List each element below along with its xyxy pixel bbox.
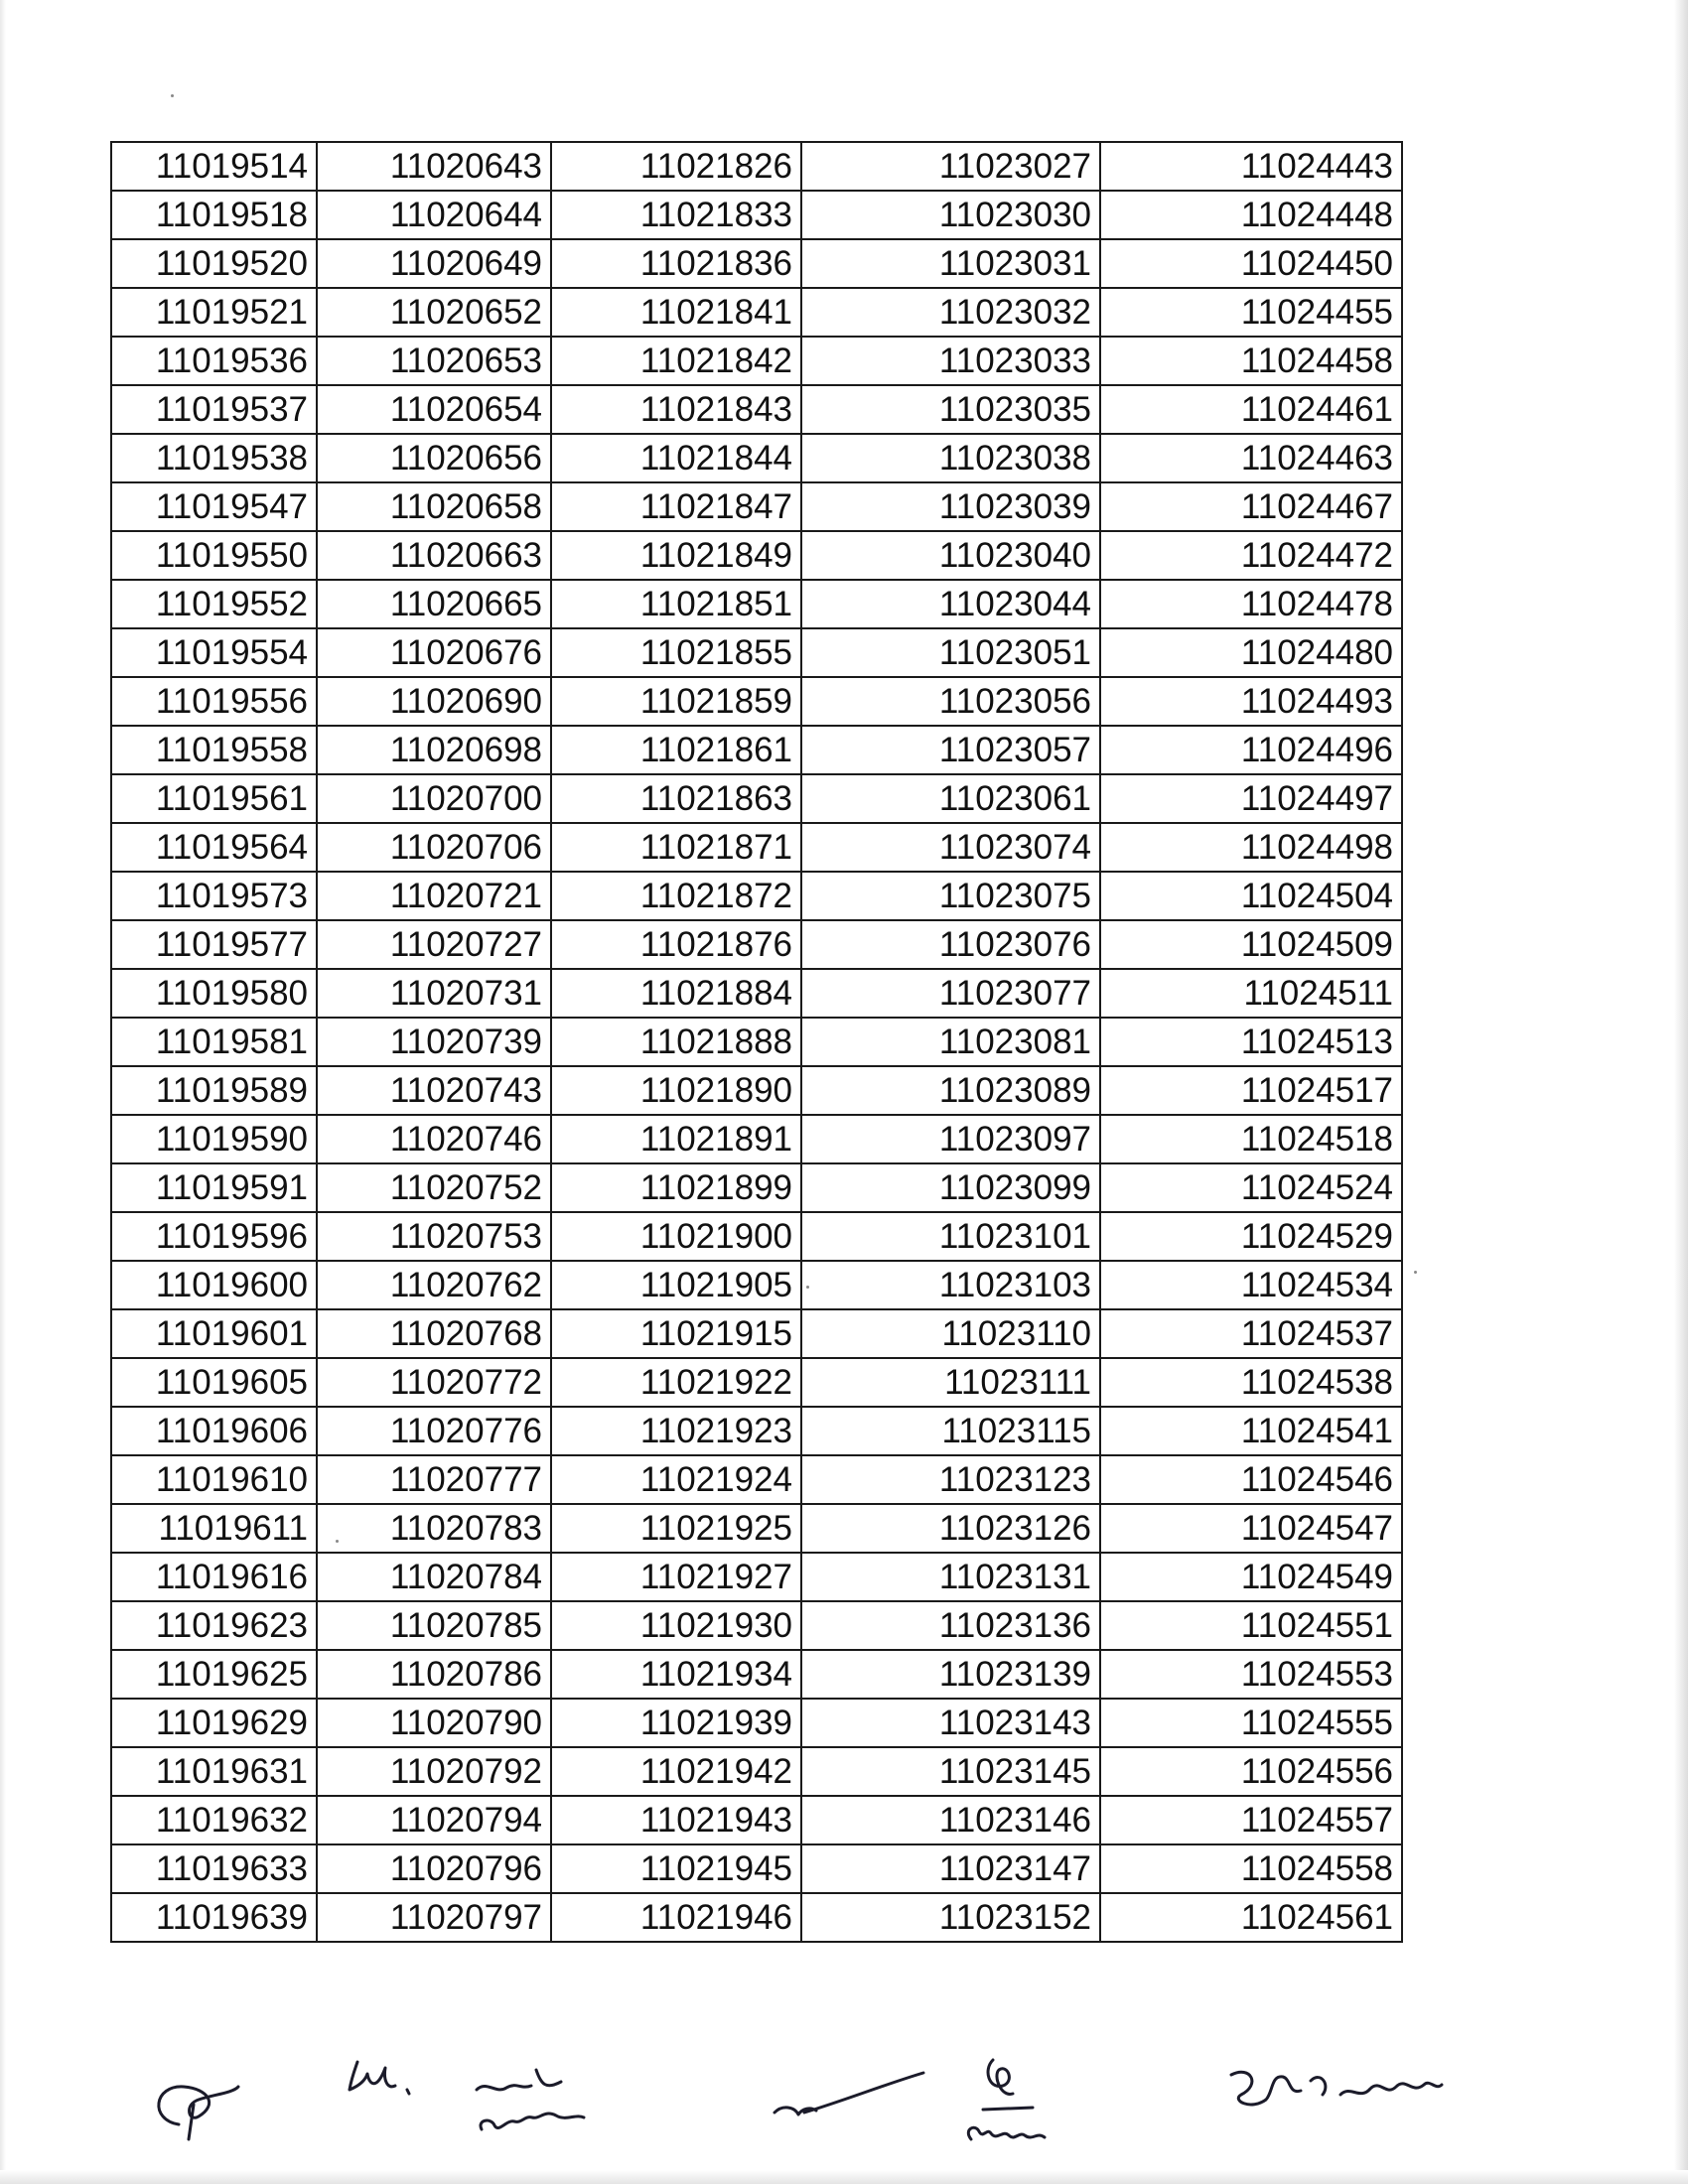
table-row bbox=[111, 434, 1402, 482]
id-cell: 11021836 bbox=[551, 239, 801, 288]
id-cell: 11019552 bbox=[111, 580, 317, 628]
id-cell: 11020654 bbox=[317, 385, 551, 434]
id-cell: 11019601 bbox=[111, 1309, 317, 1358]
table-row bbox=[111, 1261, 1402, 1309]
id-cell: 11023033 bbox=[801, 337, 1100, 385]
id-cell: 11020746 bbox=[317, 1115, 551, 1163]
id-cell: 11019577 bbox=[111, 920, 317, 969]
id-cell: 11023027 bbox=[801, 142, 1100, 191]
id-cell: 11023152 bbox=[801, 1893, 1100, 1942]
id-cell: 11023099 bbox=[801, 1163, 1100, 1212]
id-cell: 11023145 bbox=[801, 1747, 1100, 1796]
id-cell: 11023031 bbox=[801, 239, 1100, 288]
id-cell: 11023139 bbox=[801, 1650, 1100, 1699]
id-cell: 11021905 bbox=[551, 1261, 801, 1309]
id-cell: 11020721 bbox=[317, 872, 551, 920]
id-cell: 11024498 bbox=[1100, 823, 1402, 872]
id-cell: 11020643 bbox=[317, 142, 551, 191]
id-cell: 11021930 bbox=[551, 1601, 801, 1650]
table-row bbox=[111, 1066, 1402, 1115]
id-cell: 11019538 bbox=[111, 434, 317, 482]
id-cell: 11019558 bbox=[111, 726, 317, 774]
id-cell: 11019591 bbox=[111, 1163, 317, 1212]
id-cell: 11023039 bbox=[801, 482, 1100, 531]
table-row bbox=[111, 1163, 1402, 1212]
id-cell: 11019520 bbox=[111, 239, 317, 288]
scan-shadow-right bbox=[1674, 0, 1688, 2184]
id-cell: 11020776 bbox=[317, 1407, 551, 1455]
table-row bbox=[111, 337, 1402, 385]
id-cell: 11021927 bbox=[551, 1553, 801, 1601]
table-row bbox=[111, 1601, 1402, 1650]
id-cell: 11023061 bbox=[801, 774, 1100, 823]
id-cell: 11021849 bbox=[551, 531, 801, 580]
id-cell: 11024538 bbox=[1100, 1358, 1402, 1407]
table-row bbox=[111, 288, 1402, 337]
table-row bbox=[111, 1796, 1402, 1844]
id-cell: 11020653 bbox=[317, 337, 551, 385]
id-cell: 11024513 bbox=[1100, 1018, 1402, 1066]
id-cell: 11024547 bbox=[1100, 1504, 1402, 1553]
table-row bbox=[111, 872, 1402, 920]
id-cell: 11021842 bbox=[551, 337, 801, 385]
id-cell: 11023077 bbox=[801, 969, 1100, 1018]
table-row bbox=[111, 1358, 1402, 1407]
id-cell: 11021884 bbox=[551, 969, 801, 1018]
table-row bbox=[111, 1699, 1402, 1747]
signature-4 bbox=[765, 2065, 933, 2134]
id-cell: 11020772 bbox=[317, 1358, 551, 1407]
id-cell: 11021851 bbox=[551, 580, 801, 628]
id-cell: 11023081 bbox=[801, 1018, 1100, 1066]
table-row bbox=[111, 239, 1402, 288]
id-cell: 11020649 bbox=[317, 239, 551, 288]
id-cell: 11023076 bbox=[801, 920, 1100, 969]
id-cell: 11019623 bbox=[111, 1601, 317, 1650]
id-cell: 11021900 bbox=[551, 1212, 801, 1261]
id-cell: 11021855 bbox=[551, 628, 801, 677]
id-cell: 11023103 bbox=[801, 1261, 1100, 1309]
table-row bbox=[111, 726, 1402, 774]
id-cell: 11019518 bbox=[111, 191, 317, 239]
id-cell: 11020792 bbox=[317, 1747, 551, 1796]
id-cell: 11023097 bbox=[801, 1115, 1100, 1163]
table-row bbox=[111, 1115, 1402, 1163]
id-cell: 11023123 bbox=[801, 1455, 1100, 1504]
id-cell: 11021943 bbox=[551, 1796, 801, 1844]
id-cell: 11023075 bbox=[801, 872, 1100, 920]
id-cell: 11019564 bbox=[111, 823, 317, 872]
id-cell: 11024537 bbox=[1100, 1309, 1402, 1358]
signature-6 bbox=[1211, 2045, 1450, 2144]
id-cell: 11024549 bbox=[1100, 1553, 1402, 1601]
id-cell: 11021939 bbox=[551, 1699, 801, 1747]
id-cell: 11019600 bbox=[111, 1261, 317, 1309]
id-cell: 11024443 bbox=[1100, 142, 1402, 191]
signature-2 bbox=[338, 2050, 427, 2129]
id-cell: 11023074 bbox=[801, 823, 1100, 872]
id-cell: 11020644 bbox=[317, 191, 551, 239]
id-cell: 11020762 bbox=[317, 1261, 551, 1309]
id-cell: 11024458 bbox=[1100, 337, 1402, 385]
table-row bbox=[111, 1747, 1402, 1796]
id-cell: 11021924 bbox=[551, 1455, 801, 1504]
id-cell: 11021888 bbox=[551, 1018, 801, 1066]
id-cell: 11019550 bbox=[111, 531, 317, 580]
id-cell: 11021922 bbox=[551, 1358, 801, 1407]
id-cell: 11020777 bbox=[317, 1455, 551, 1504]
id-cell: 11023057 bbox=[801, 726, 1100, 774]
id-cell: 11019514 bbox=[111, 142, 317, 191]
id-cell: 11020753 bbox=[317, 1212, 551, 1261]
id-cell: 11021859 bbox=[551, 677, 801, 726]
id-cell: 11020706 bbox=[317, 823, 551, 872]
id-cell: 11021833 bbox=[551, 191, 801, 239]
id-cell: 11023030 bbox=[801, 191, 1100, 239]
id-cell: 11020790 bbox=[317, 1699, 551, 1747]
id-cell: 11021826 bbox=[551, 142, 801, 191]
id-cell: 11020783 bbox=[317, 1504, 551, 1553]
id-cell: 11024478 bbox=[1100, 580, 1402, 628]
id-cell: 11024511 bbox=[1100, 969, 1402, 1018]
id-cell: 11023035 bbox=[801, 385, 1100, 434]
id-cell: 11019625 bbox=[111, 1650, 317, 1699]
id-cell: 11024557 bbox=[1100, 1796, 1402, 1844]
id-cell: 11021876 bbox=[551, 920, 801, 969]
id-cell: 11020796 bbox=[317, 1844, 551, 1893]
id-cell: 11019580 bbox=[111, 969, 317, 1018]
id-cell: 11019590 bbox=[111, 1115, 317, 1163]
id-cell: 11020700 bbox=[317, 774, 551, 823]
id-cell: 11023131 bbox=[801, 1553, 1100, 1601]
id-cell: 11021934 bbox=[551, 1650, 801, 1699]
signature-5 bbox=[953, 2040, 1072, 2149]
table-row bbox=[111, 482, 1402, 531]
id-cell: 11023101 bbox=[801, 1212, 1100, 1261]
table-row bbox=[111, 677, 1402, 726]
id-cell: 11021925 bbox=[551, 1504, 801, 1553]
id-cell: 11023040 bbox=[801, 531, 1100, 580]
id-cell: 11020794 bbox=[317, 1796, 551, 1844]
id-cell: 11020727 bbox=[317, 920, 551, 969]
id-cell: 11019596 bbox=[111, 1212, 317, 1261]
table-row bbox=[111, 1407, 1402, 1455]
id-cell: 11024509 bbox=[1100, 920, 1402, 969]
id-cell: 11019639 bbox=[111, 1893, 317, 1942]
id-cell: 11021899 bbox=[551, 1163, 801, 1212]
id-cell: 11020743 bbox=[317, 1066, 551, 1115]
id-cell: 11024551 bbox=[1100, 1601, 1402, 1650]
id-cell: 11020785 bbox=[317, 1601, 551, 1650]
id-cell: 11024497 bbox=[1100, 774, 1402, 823]
id-cell: 11019573 bbox=[111, 872, 317, 920]
id-cell: 11019610 bbox=[111, 1455, 317, 1504]
id-cell: 11020784 bbox=[317, 1553, 551, 1601]
id-cell: 11019521 bbox=[111, 288, 317, 337]
id-cell: 11021841 bbox=[551, 288, 801, 337]
id-table-body bbox=[111, 142, 1402, 1942]
id-cell: 11024556 bbox=[1100, 1747, 1402, 1796]
table-row bbox=[111, 628, 1402, 677]
id-cell: 11021843 bbox=[551, 385, 801, 434]
table-row bbox=[111, 823, 1402, 872]
id-cell: 11021861 bbox=[551, 726, 801, 774]
id-cell: 11019589 bbox=[111, 1066, 317, 1115]
id-cell: 11020786 bbox=[317, 1650, 551, 1699]
id-cell: 11023089 bbox=[801, 1066, 1100, 1115]
id-cell: 11020768 bbox=[317, 1309, 551, 1358]
id-cell: 11024541 bbox=[1100, 1407, 1402, 1455]
table-row bbox=[111, 1212, 1402, 1261]
id-cell: 11020676 bbox=[317, 628, 551, 677]
id-cell: 11024555 bbox=[1100, 1699, 1402, 1747]
id-cell: 11021890 bbox=[551, 1066, 801, 1115]
id-cell: 11024496 bbox=[1100, 726, 1402, 774]
id-cell: 11023044 bbox=[801, 580, 1100, 628]
table-row bbox=[111, 531, 1402, 580]
id-cell: 11023126 bbox=[801, 1504, 1100, 1553]
id-cell: 11024504 bbox=[1100, 872, 1402, 920]
id-cell: 11019611 bbox=[111, 1504, 317, 1553]
id-cell: 11021863 bbox=[551, 774, 801, 823]
id-cell: 11021891 bbox=[551, 1115, 801, 1163]
id-cell: 11021942 bbox=[551, 1747, 801, 1796]
id-cell: 11024448 bbox=[1100, 191, 1402, 239]
table-row bbox=[111, 385, 1402, 434]
id-cell: 11024561 bbox=[1100, 1893, 1402, 1942]
id-cell: 11024518 bbox=[1100, 1115, 1402, 1163]
id-cell: 11021923 bbox=[551, 1407, 801, 1455]
id-cell: 11024493 bbox=[1100, 677, 1402, 726]
id-cell: 11019605 bbox=[111, 1358, 317, 1407]
id-cell: 11024450 bbox=[1100, 239, 1402, 288]
id-cell: 11024480 bbox=[1100, 628, 1402, 677]
id-cell: 11023115 bbox=[801, 1407, 1100, 1455]
table-row bbox=[111, 969, 1402, 1018]
table-row bbox=[111, 1844, 1402, 1893]
id-cell: 11019633 bbox=[111, 1844, 317, 1893]
id-cell: 11023032 bbox=[801, 288, 1100, 337]
table-row bbox=[111, 774, 1402, 823]
id-cell: 11019556 bbox=[111, 677, 317, 726]
id-cell: 11020739 bbox=[317, 1018, 551, 1066]
id-cell: 11020656 bbox=[317, 434, 551, 482]
id-cell: 11019554 bbox=[111, 628, 317, 677]
id-cell: 11019632 bbox=[111, 1796, 317, 1844]
scan-shadow-left bbox=[0, 0, 6, 2184]
id-cell: 11019629 bbox=[111, 1699, 317, 1747]
id-cell: 11024463 bbox=[1100, 434, 1402, 482]
id-cell: 11020652 bbox=[317, 288, 551, 337]
id-cell: 11019631 bbox=[111, 1747, 317, 1796]
id-cell: 11021872 bbox=[551, 872, 801, 920]
id-cell: 11020731 bbox=[317, 969, 551, 1018]
id-cell: 11024529 bbox=[1100, 1212, 1402, 1261]
id-cell: 11023110 bbox=[801, 1309, 1100, 1358]
signature-3 bbox=[467, 2060, 626, 2159]
id-cell: 11019581 bbox=[111, 1018, 317, 1066]
table-row bbox=[111, 1455, 1402, 1504]
id-cell: 11020663 bbox=[317, 531, 551, 580]
id-cell: 11024546 bbox=[1100, 1455, 1402, 1504]
scan-speck bbox=[1414, 1271, 1417, 1274]
id-cell: 11021847 bbox=[551, 482, 801, 531]
id-cell: 11023051 bbox=[801, 628, 1100, 677]
id-cell: 11021946 bbox=[551, 1893, 801, 1942]
id-cell: 11023146 bbox=[801, 1796, 1100, 1844]
id-cell: 11024534 bbox=[1100, 1261, 1402, 1309]
id-number-table bbox=[110, 141, 1403, 1943]
id-cell: 11024553 bbox=[1100, 1650, 1402, 1699]
id-cell: 11023147 bbox=[801, 1844, 1100, 1893]
id-cell: 11021844 bbox=[551, 434, 801, 482]
id-cell: 11024472 bbox=[1100, 531, 1402, 580]
id-cell: 11023136 bbox=[801, 1601, 1100, 1650]
id-cell: 11020690 bbox=[317, 677, 551, 726]
table-row bbox=[111, 191, 1402, 239]
signature-block bbox=[119, 2025, 1489, 2174]
id-cell: 11023111 bbox=[801, 1358, 1100, 1407]
id-cell: 11021945 bbox=[551, 1844, 801, 1893]
scan-speck bbox=[171, 94, 174, 97]
signature-1 bbox=[139, 2065, 258, 2154]
id-cell: 11019536 bbox=[111, 337, 317, 385]
id-cell: 11020752 bbox=[317, 1163, 551, 1212]
table-row bbox=[111, 920, 1402, 969]
id-cell: 11023038 bbox=[801, 434, 1100, 482]
table-row bbox=[111, 1309, 1402, 1358]
id-cell: 11020665 bbox=[317, 580, 551, 628]
table-row bbox=[111, 1504, 1402, 1553]
id-cell: 11024455 bbox=[1100, 288, 1402, 337]
id-cell: 11019606 bbox=[111, 1407, 317, 1455]
id-cell: 11024517 bbox=[1100, 1066, 1402, 1115]
id-cell: 11019537 bbox=[111, 385, 317, 434]
id-cell: 11023143 bbox=[801, 1699, 1100, 1747]
table-row bbox=[111, 1018, 1402, 1066]
id-cell: 11024461 bbox=[1100, 385, 1402, 434]
id-cell: 11020797 bbox=[317, 1893, 551, 1942]
id-cell: 11024558 bbox=[1100, 1844, 1402, 1893]
table-row bbox=[111, 1650, 1402, 1699]
id-cell: 11021915 bbox=[551, 1309, 801, 1358]
id-cell: 11024524 bbox=[1100, 1163, 1402, 1212]
id-cell: 11019616 bbox=[111, 1553, 317, 1601]
id-cell: 11020698 bbox=[317, 726, 551, 774]
table-row bbox=[111, 580, 1402, 628]
id-cell: 11019547 bbox=[111, 482, 317, 531]
table-row bbox=[111, 142, 1402, 191]
id-cell: 11020658 bbox=[317, 482, 551, 531]
id-cell: 11021871 bbox=[551, 823, 801, 872]
id-cell: 11023056 bbox=[801, 677, 1100, 726]
table-row bbox=[111, 1553, 1402, 1601]
id-cell: 11019561 bbox=[111, 774, 317, 823]
table-row bbox=[111, 1893, 1402, 1942]
id-cell: 11024467 bbox=[1100, 482, 1402, 531]
